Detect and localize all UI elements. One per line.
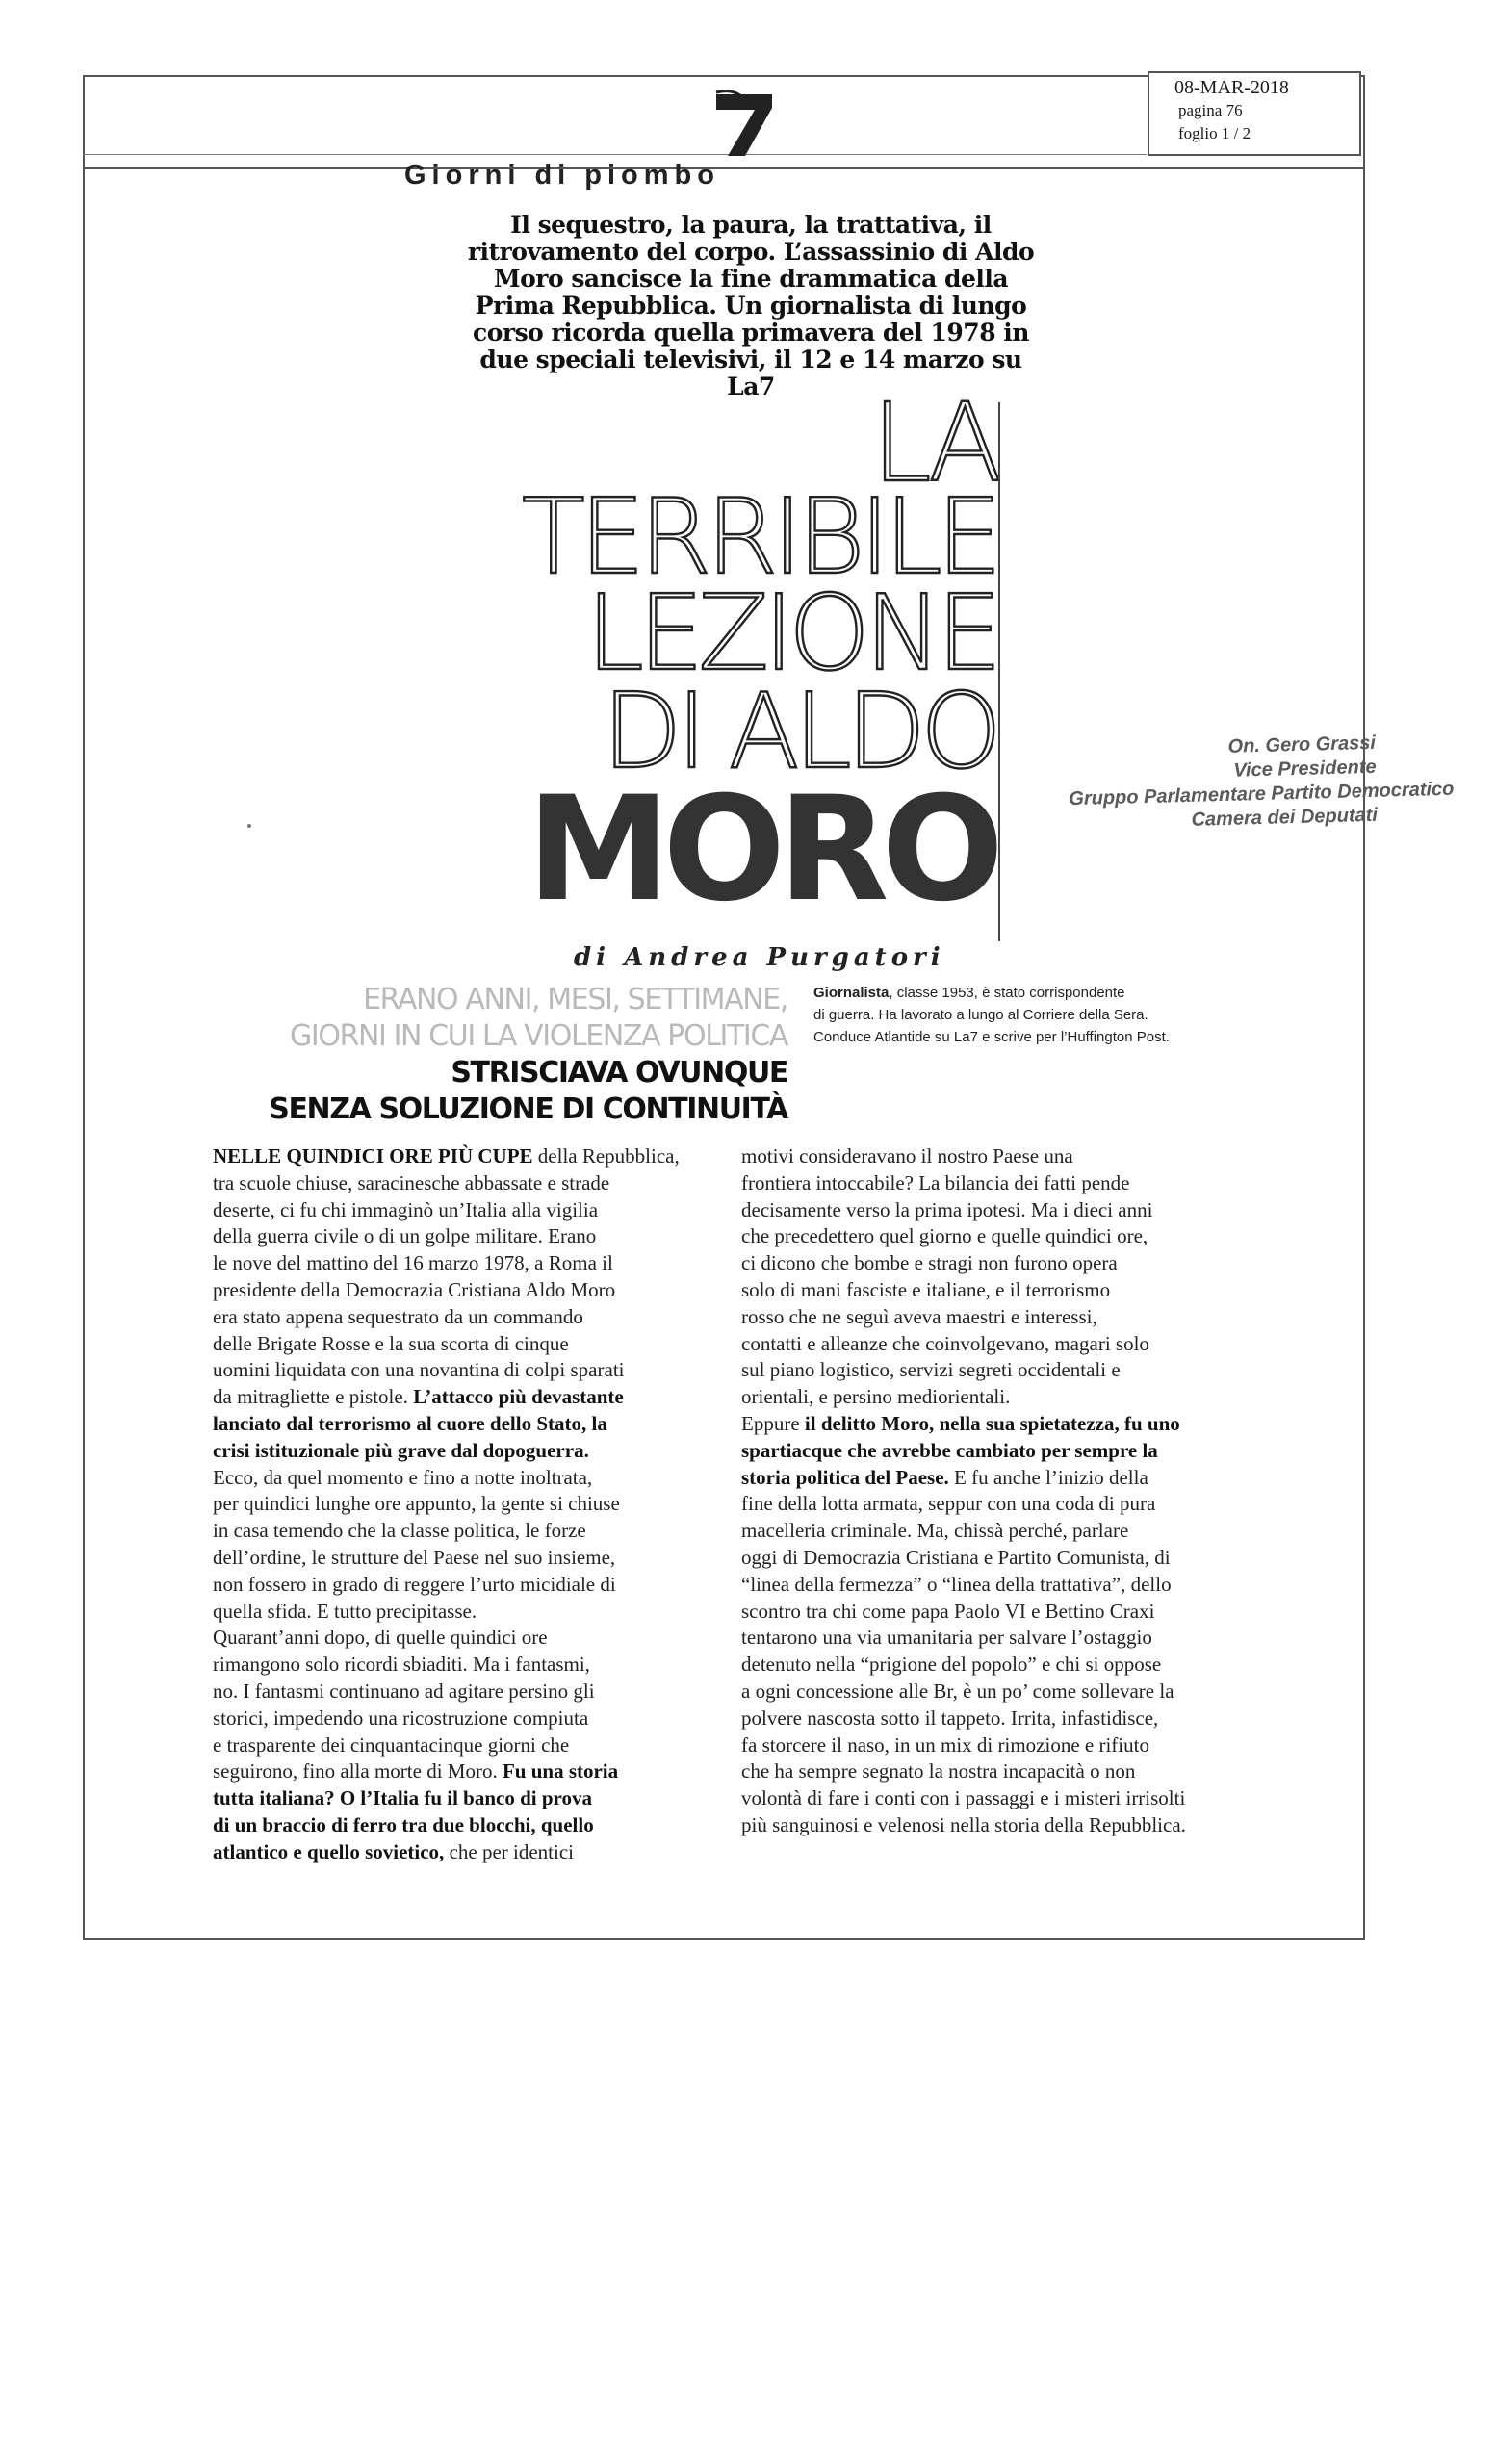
- text-line: motivi consideravano il nostro Paese una: [741, 1144, 1073, 1168]
- text-line: “linea della fermezza” o “linea della trattativa”, dello: [741, 1572, 1172, 1596]
- text-line: di guerra. Ha lavorato a lungo al Corriere della Sera.: [813, 1007, 1148, 1023]
- text-line: [813, 982, 1285, 1004]
- article-deck: [462, 212, 1040, 400]
- text-line: lanciato dal terrorismo al cuore dello Stato, la: [213, 1411, 607, 1435]
- text-line: orientali, e persino mediorientali.: [741, 1385, 1011, 1409]
- deck-line: due speciali televisivi, il 12 e 14 marzo su La7: [479, 346, 1022, 400]
- headline-line: TERRIBILE: [521, 477, 996, 598]
- text-line: che precedettero quel giorno e quelle quindici ore,: [741, 1224, 1148, 1248]
- byline: di Andrea Purgatori: [574, 943, 945, 972]
- text-line: Fu una storia: [497, 1759, 619, 1784]
- text-line: spartiacque che avrebbe cambiato per sempre la: [741, 1438, 1158, 1462]
- body-column-left: [213, 1143, 713, 1866]
- text-line: e trasparente dei cinquantacinque giorni che: [213, 1732, 570, 1757]
- text-line: Conduce Atlantide su La7 e scrive per l’Huffington Post.: [813, 1029, 1170, 1045]
- text-line: volontà di fare i conti con i passaggi e i misteri irrisolti: [741, 1786, 1186, 1810]
- text-line: storia politica del Paese.: [741, 1465, 949, 1489]
- scan-speck: [247, 824, 251, 828]
- text-line: Vice Presidente: [1233, 756, 1377, 782]
- deck-line: Moro sancisce la fine drammatica della: [493, 265, 1009, 293]
- text-line: rimangono solo ricordi sbiaditi. Ma i fantasmi,: [213, 1653, 590, 1677]
- text-line: era stato appena sequestrato da un commando: [213, 1304, 583, 1328]
- text-line: [741, 1465, 1282, 1492]
- text-line: fine della lotta armata, seppur con una coda di pura: [741, 1492, 1156, 1516]
- text-line: storici, impedendo una ricostruzione compiuta: [213, 1706, 589, 1730]
- text-line: Gruppo Parlamentare Partito Democratico: [1069, 778, 1455, 810]
- deck-line: ritrovamento del corpo. L’assassinio di Aldo: [467, 238, 1035, 266]
- text-line: no. I fantasmi continuano ad agitare persino gli: [213, 1679, 595, 1703]
- text-line: sul piano logistico, servizi segreti occidentali e: [741, 1358, 1121, 1382]
- text-line: Giornalista: [813, 985, 890, 1001]
- author-bio: [813, 982, 1285, 1048]
- text-line: polvere nascosta sotto il tappeto. Irrita, infastidisce,: [741, 1706, 1159, 1730]
- text-line: deserte, ci fu chi immaginò un’Italia alla vigilia: [213, 1197, 599, 1221]
- text-line: decisamente verso la prima ipotesi. Ma i dieci anni: [741, 1197, 1153, 1221]
- text-line: scontro tra chi come papa Paolo VI e Bettino Craxi: [741, 1599, 1155, 1623]
- text-line: dell’ordine, le strutture del Paese nel suo insieme,: [213, 1545, 616, 1569]
- text-line: della guerra civile o di un golpe militare. Erano: [213, 1224, 597, 1248]
- text-line: da mitragliette e pistole.: [213, 1385, 408, 1409]
- deck-line: Il sequestro, la paura, la trattativa, il: [510, 211, 992, 239]
- text-line: [213, 1839, 713, 1866]
- body-column-right: [741, 1143, 1282, 1839]
- text-line: delle Brigate Rosse e la sua scorta di cinque: [213, 1331, 569, 1355]
- text-line: rosso che ne seguì aveva maestri e interessi,: [741, 1304, 1097, 1328]
- signature-stamp: [1068, 732, 1455, 835]
- text-line: frontiera intoccabile? La bilancia dei fatti pende: [741, 1170, 1130, 1194]
- text-line: , classe 1953, è stato corrispondente: [889, 985, 1125, 1001]
- text-line: per quindici lunghe ore appunto, la gente si chiuse: [213, 1492, 620, 1516]
- text-line: a ogni concessione alle Br, è un po’ come sollevare la: [741, 1679, 1174, 1703]
- stamp-date: 08-MAR-2018: [1174, 77, 1289, 98]
- text-line: [213, 1812, 713, 1839]
- deck-line: Prima Repubblica. Un giornalista di lungo: [475, 292, 1027, 320]
- press-clipping-stamp: [1148, 71, 1361, 156]
- text-line: E fu anche l’inizio della: [948, 1465, 1148, 1489]
- text-line: in casa temendo che la classe politica, le forze: [213, 1519, 586, 1543]
- text-line: [213, 1384, 713, 1411]
- text-line: atlantico e quello sovietico,: [213, 1839, 445, 1863]
- text-line: tutta italiana? O l’Italia fu il banco di prova: [213, 1786, 592, 1810]
- stamp-sheet: foglio 1 / 2: [1178, 124, 1251, 142]
- headline-line: LEZIONE: [585, 574, 996, 694]
- text-line: oggi di Democrazia Cristiana e Partito Comunista, di: [741, 1545, 1171, 1569]
- text-line: NELLE QUINDICI ORE PIÙ CUPE: [213, 1144, 533, 1168]
- header-thin-rule: [83, 154, 1147, 155]
- text-line: fa storcere il naso, in un mix di rimozione e rifiuto: [741, 1732, 1149, 1757]
- text-line: tentarono una via umanitaria per salvare l’ostaggio: [741, 1626, 1152, 1650]
- text-line: [213, 1758, 713, 1785]
- headline-line: DI ALDO: [602, 672, 996, 792]
- text-line: detenuto nella “prigione del popolo” e chi si oppose: [741, 1653, 1162, 1677]
- text-line: [741, 1438, 1282, 1465]
- text-line: quella sfida. E tutto precipitasse.: [213, 1599, 477, 1623]
- text-line: le nove del mattino del 16 marzo 1978, a Roma il: [213, 1251, 613, 1275]
- text-line: non fossero in grado di reggere l’urto micidiale di: [213, 1572, 616, 1596]
- text-line: più sanguinosi e velenosi nella storia della Repubblica.: [741, 1812, 1186, 1836]
- text-line: Ecco, da quel momento e fino a notte inoltrata,: [213, 1465, 593, 1489]
- deck-line: corso ricorda quella primavera del 1978 in: [473, 319, 1029, 346]
- text-line: uomini liquidata con una novantina di colpi sparati: [213, 1358, 625, 1382]
- headline-line: LA: [871, 381, 996, 506]
- text-line: seguirono, fino alla morte di Moro.: [213, 1759, 498, 1784]
- text-line: On. Gero Grassi: [1227, 732, 1377, 757]
- text-line: solo di mani fasciste e italiane, e il terrorismo: [741, 1277, 1111, 1301]
- pull-quote: ERANO ANNI, MESI, SETTIMANE, GIORNI IN CUI LA VIOLENZA POLITICA STRISCIAVA OVUNQUE SENZA SOLUZIONE DI CONTINUITÀ: [269, 983, 787, 1126]
- text-line: L’attacco più devastante: [407, 1385, 624, 1409]
- text-line: Camera dei Deputati: [1191, 804, 1379, 831]
- text-line: crisi istituzionale più grave dal dopoguerra.: [213, 1438, 589, 1462]
- text-line: [213, 1785, 713, 1812]
- headline-divider: [998, 402, 1000, 941]
- text-line: [213, 1438, 713, 1465]
- text-line: ci dicono che bombe e stragi non furono opera: [741, 1251, 1118, 1275]
- text-line: macelleria criminale. Ma, chissà perché, parlare: [741, 1519, 1129, 1543]
- text-line: [213, 1143, 713, 1170]
- text-line: [213, 1411, 713, 1438]
- magazine-logo: [703, 89, 780, 158]
- text-line: contatti e alleanze che coinvolgevano, magari solo: [741, 1331, 1149, 1355]
- section-kicker: Giorni di piombo: [404, 160, 720, 191]
- text-line: presidente della Democrazia Cristiana Aldo Moro: [213, 1277, 616, 1301]
- text-line: il delitto Moro, nella sua spietatezza, fu uno: [799, 1411, 1180, 1435]
- text-line: tra scuole chiuse, saracinesche abbassate e strade: [213, 1170, 610, 1194]
- text-line: Quarant’anni dopo, di quelle quindici ore: [213, 1626, 548, 1650]
- text-line: della Repubblica,: [532, 1144, 680, 1168]
- text-line: che ha sempre segnato la nostra incapacità o non: [741, 1759, 1136, 1784]
- headline-line-moro: MORO: [527, 766, 996, 934]
- text-line: [741, 1411, 1282, 1438]
- text-line: che per identici: [444, 1839, 574, 1863]
- text-line: Eppure: [741, 1411, 800, 1435]
- stamp-page: pagina 76: [1178, 101, 1243, 119]
- text-line: di un braccio di ferro tra due blocchi, quello: [213, 1812, 594, 1836]
